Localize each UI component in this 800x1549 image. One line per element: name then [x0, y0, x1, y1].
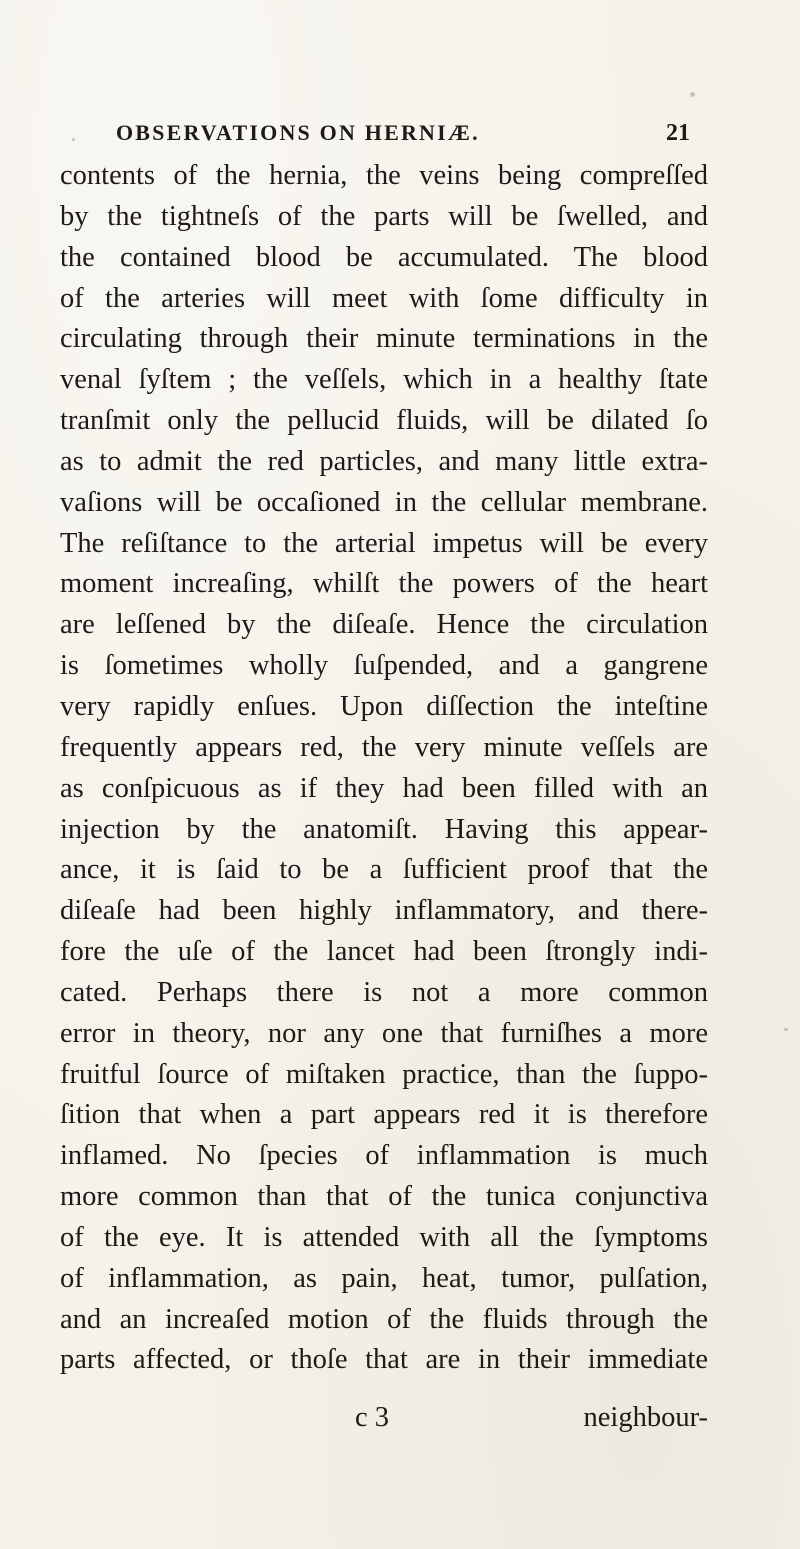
- running-head: [116, 120, 690, 150]
- text-line: circulating through their minute terminations in the: [60, 323, 708, 355]
- page-footer: [60, 1398, 708, 1438]
- text-line: of inflammation, as pain, heat, tumor, pulſation,: [60, 1262, 708, 1294]
- text-line: very rapidly enſues. Upon diſſection the inteſtine: [60, 690, 708, 722]
- text-line: is ſometimes wholly ſuſpended, and a gangrene: [60, 650, 708, 682]
- text-line: The reſiſtance to the arterial impetus will be every: [60, 527, 708, 559]
- text-line: of the arteries will meet with ſome difficulty in: [60, 282, 708, 314]
- text-line: more common than that of the tunica conjunctiva: [60, 1181, 708, 1213]
- text-line: vaſions will be occaſioned in the cellular membrane.: [60, 486, 708, 518]
- text-line: fruitful ſource of miſtaken practice, than the ſuppo-: [60, 1058, 708, 1090]
- text-line: and an increaſed motion of the fluids through the: [60, 1303, 708, 1335]
- catchword: neighbour-: [583, 1402, 708, 1433]
- text-line: parts affected, or thoſe that are in their immediate: [60, 1344, 708, 1376]
- text-line: of the eye. It is attended with all the ſymptoms: [60, 1221, 708, 1253]
- text-line: ſition that when a part appears red it is therefore: [60, 1099, 708, 1131]
- text-line: error in theory, nor any one that furniſhes a more: [60, 1017, 708, 1049]
- text-line: are leſſened by the diſeaſe. Hence the circulation: [60, 609, 708, 641]
- text-line: by the tightneſs of the parts will be ſwelled, and: [60, 200, 708, 232]
- text-line: cated. Perhaps there is not a more common: [60, 976, 708, 1008]
- text-line: as to admit the red particles, and many little extra-: [60, 445, 708, 477]
- paper-speck: [690, 92, 695, 97]
- signature-mark: c 3: [355, 1402, 390, 1433]
- text-line: moment increaſing, whilſt the powers of the heart: [60, 568, 708, 600]
- running-title: OBSERVATIONS ON HERNIÆ.: [116, 120, 480, 145]
- page-number: 21: [666, 120, 690, 146]
- paper-speck: [784, 1028, 788, 1031]
- text-line: fore the uſe of the lancet had been ſtrongly indi-: [60, 936, 708, 968]
- text-line: frequently appears red, the very minute veſſels are: [60, 731, 708, 763]
- paper-speck: [72, 138, 75, 141]
- text-line: injection by the anatomiſt. Having this appear-: [60, 813, 708, 845]
- text-line: venal ſyſtem ; the veſſels, which in a healthy ſtate: [60, 364, 708, 396]
- body-text: [60, 156, 708, 1381]
- text-line: diſeaſe had been highly inflammatory, and there-: [60, 895, 708, 927]
- text-line: ance, it is ſaid to be a ſufficient proof that the: [60, 854, 708, 886]
- text-line: as conſpicuous as if they had been filled with an: [60, 772, 708, 804]
- text-line: inflamed. No ſpecies of inflammation is much: [60, 1140, 708, 1172]
- text-line: the contained blood be accumulated. The blood: [60, 241, 708, 273]
- text-line: tranſmit only the pellucid fluids, will be dilated ſo: [60, 405, 708, 437]
- text-line: contents of the hernia, the veins being compreſſed: [60, 160, 708, 191]
